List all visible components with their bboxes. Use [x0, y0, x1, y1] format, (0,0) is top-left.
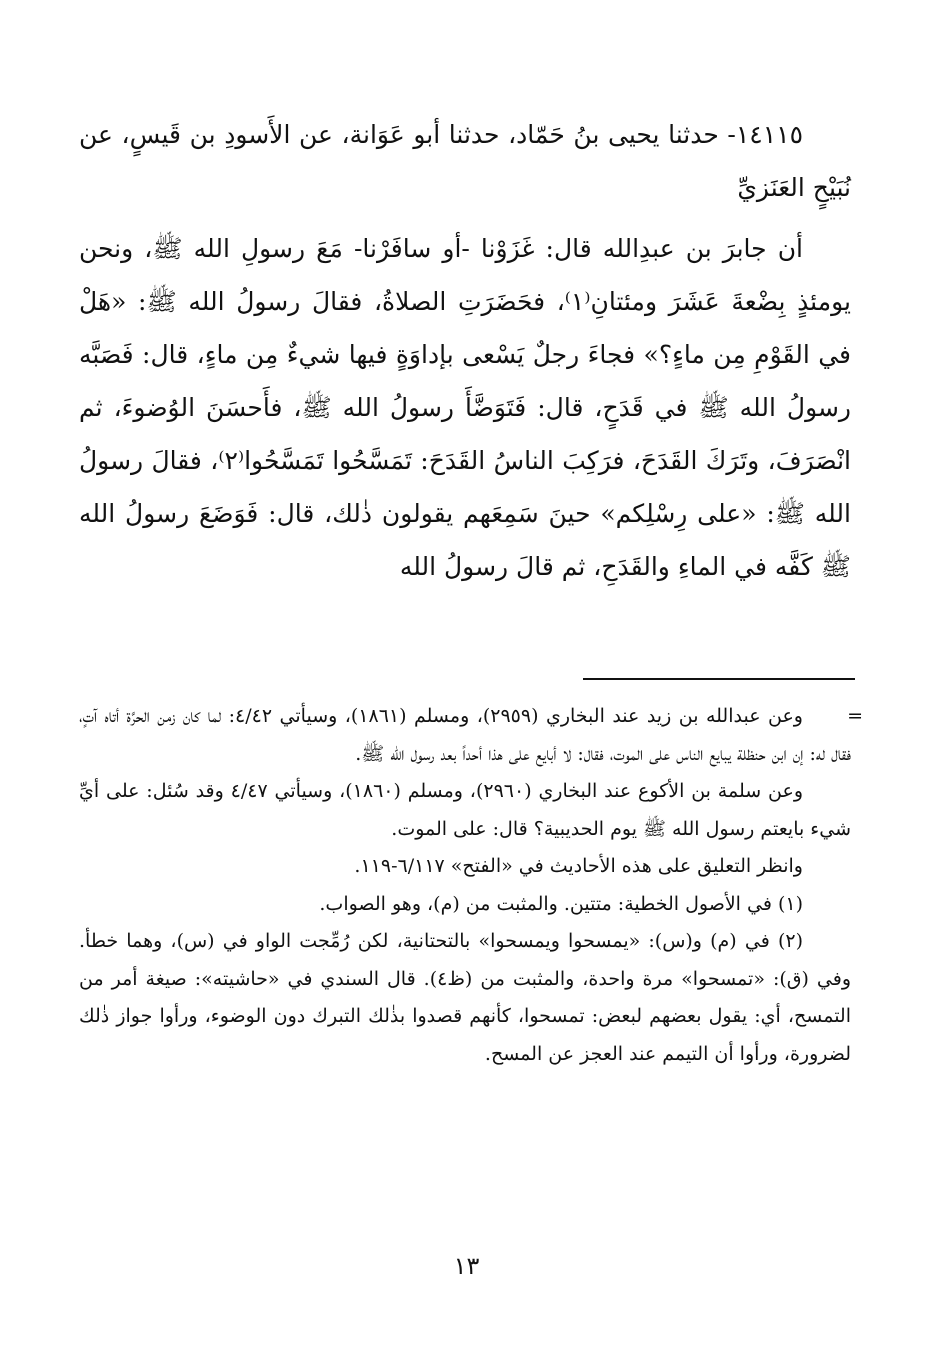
footnote-separator: [583, 678, 855, 680]
footnote-2: [79, 923, 851, 1073]
hadith-isnad-text: ١٤١١٥- حدثنا يحيى بنُ حَمّاد، حدثنا أبو عَوَانة، عن الأَسودِ بن قَيسٍ، عن نُبَيْحٍ العَنَزيِّ: [79, 120, 851, 202]
footnote-continued-b: [79, 773, 851, 848]
footnote-2-text: (٢) في (م) و(س): «يمسحوا ويمسحوا» بالتحتانية، لكن رُمِّجت الواو في (س)، وهما خطأ. وفي (ق): «تمسحوا» مرة واحدة، والمثبت من (ظ٤). قال السندي في «حاشيته»: صيغة أمر من التمسح، أي: يقول بعضهم لبعض: تمسحوا، كأنهم قصدوا بذٰلك التبرك دون الوضوء، ورأوا جواز ذٰلك لضرورة، ورأوا أن التيمم عند العجز عن المسح.: [79, 930, 851, 1065]
footnote-continued-c-text: وانظر التعليق على هذه الأحاديث في «الفتح» ٦/١١٧-١١٩.: [354, 855, 803, 877]
hadith-text: [79, 108, 851, 593]
footnote-continued-b-text: وعن سلمة بن الأكوع عند البخاري (٢٩٦٠)، ومسلم (١٨٦٠)، وسيأتي ٤/٤٧ وقد سُئل: على أيِّ شيء بايعتم رسول الله ﷺ يوم الحديبية؟ قال: على الموت.: [79, 780, 851, 840]
footnote-continued-c: [79, 848, 851, 886]
footnotes: [79, 698, 863, 1073]
hadith-matn: [79, 222, 851, 593]
hadith-matn-text: أن جابرَ بن عبدِالله قال: غَزَوْنا -أو سافَرْنا- مَعَ رسولِ الله ﷺ، ونحن يومئذٍ بِضْعةَ عَشَرَ ومئتانِ⁽١⁾، فحَضَرَتِ الصلاةُ، فقالَ رسولُ الله ﷺ: «هَلْ في القَوْمِ مِن ماءٍ؟» فجاءَ رجلٌ يَسْعى بإداوَةٍ فيها شيءٌ مِن ماءٍ، قال: فَصَبَّه رسولُ الله ﷺ في قَدَحٍ، قال: فَتَوَضَّأَ رسولُ الله ﷺ، فأَحسَنَ الوُضوءَ، ثم انْصَرَفَ، وتَرَكَ القَدَحَ، فرَكِبَ الناسُ القَدَحَ: تَمَسَّحُوا تَمَسَّحُوا⁽٢⁾، فقالَ رسولُ الله ﷺ: «على رِسْلِكم» حينَ سَمِعَهم يقولون ذٰلك، قال: فَوَضَعَ رسولُ الله ﷺ كَفَّه في الماءِ والقَدَحِ، ثم قالَ رسولُ الله: [79, 234, 851, 581]
footnote-1-text: (١) في الأصول الخطية: متتين. والمثبت من (م)، وهو الصواب.: [319, 892, 803, 915]
footnote-continued-a: [79, 698, 851, 773]
footnote-continuation-mark: =: [847, 705, 863, 727]
hadith-isnad: [79, 108, 851, 214]
footnote-continued-a-text: وعن عبدالله بن زيد عند البخاري (٢٩٥٩)، ومسلم (١٨٦١)، وسيأتي ٤/٤٢: لما كان زمن الحرَّة أتاه آتٍ، فقال له: إن ابن حنظلة يبايع الناس على الموت، فقال: لا أبايع على هذا أحداً بعد رسول الله ﷺ.: [79, 705, 851, 765]
page-number: ١٣: [453, 1252, 480, 1280]
footnote-1: [79, 886, 851, 924]
